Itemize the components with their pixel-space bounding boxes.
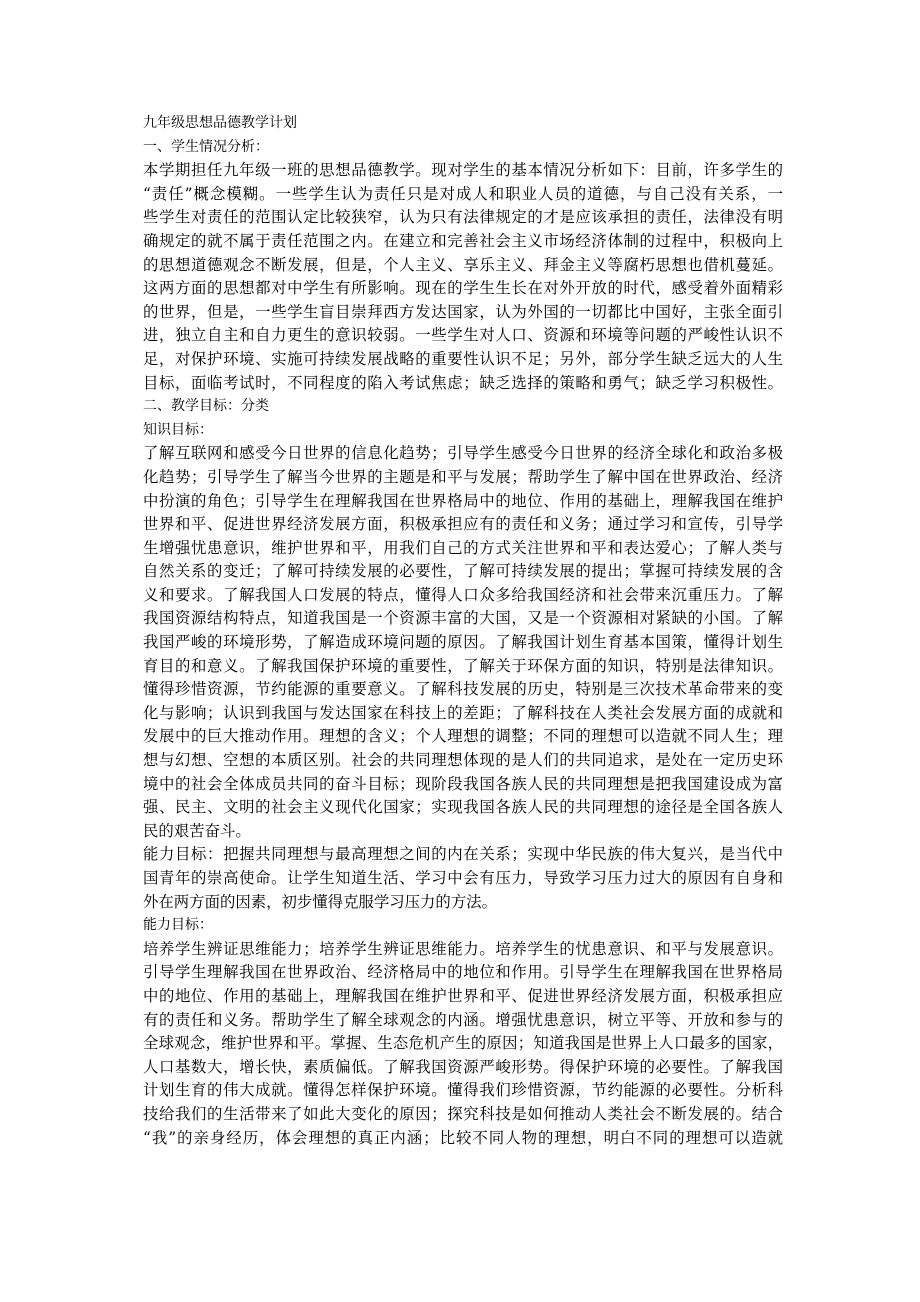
paragraph-line: 些学生对责任的范围认定比较狭窄，认为只有法律规定的才是应该承担的责任，法律没有明: [143, 208, 783, 227]
knowledge-goals-paragraph: [143, 442, 783, 843]
ability-goals-paragraph-2: [143, 938, 783, 1150]
paragraph-line: 国青年的崇高使命。让学生知道生活、学习中会有压力，导致学习压力过大的原因有自身和: [143, 869, 783, 887]
paragraph-line: 技给我们的生活带来了如此大变化的原因；探究科技是如何推动人类社会不断发展的。结合: [143, 1104, 783, 1123]
section-heading-student-analysis: 一、学生情况分析：: [143, 138, 269, 155]
paragraph-line: “责任”概念模糊。一些学生认为责任只是对成人和职业人员的道德，与自己没有关系，一: [143, 184, 783, 203]
paragraph-line: 强、民主、文明的社会主义现代化国家；实现我国各族人民的共同理想的途径是全国各族人: [143, 798, 783, 817]
paragraph-line: 的思想道德观念不断发展，但是，个人主义、享乐主义、拜金主义等腐朽思想也借机蔓延。: [143, 255, 783, 274]
paragraph-line: 育目的和意义。了解我国保护环境的重要性，了解关于环保方面的知识，特别是法律知识。: [143, 656, 783, 675]
student-analysis-paragraph: [143, 159, 783, 395]
subheading-knowledge-goals: 知识目标：: [143, 421, 213, 438]
paragraph-line: 引导学生理解我国在世界政治、经济格局中的地位和作用。引导学生在理解我国在世界格局: [143, 963, 783, 982]
paragraph-line: 人口基数大，增长快，素质偏低。了解我国资源严峻形势。得保护环境的必要性。了解我国: [143, 1057, 783, 1076]
paragraph-line: 的世界，但是，一些学生盲目崇拜西方发达国家，认为外国的一切都比中国好，主张全面引: [143, 302, 783, 321]
paragraph-line: 民的艰苦奋斗。: [143, 821, 251, 840]
paragraph-line: 境中的社会全体成员共同的奋斗目标；现阶段我国各族人民的共同理想是把我国建设成为富: [143, 774, 783, 793]
paragraph-line: 义和要求。了解我国人口发展的特点，懂得人口众多给我国经济和社会带来沉重压力。了解: [143, 585, 783, 604]
paragraph-line: 世界和平、促进世界经济发展方面，积极承担应有的责任和义务；通过学习和宣传，引导学: [143, 515, 783, 534]
paragraph-line: 确规定的就不属于责任范围之内。在建立和完善社会主义市场经济体制的过程中，积极向上: [143, 231, 783, 250]
paragraph-line: 我国资源结构特点，知道我国是一个资源丰富的大国，又是一个资源相对紧缺的小国。了解: [143, 609, 783, 628]
paragraph-line: 计划生育的伟大成就。懂得怎样保护环境。懂得我们珍惜资源，节约能源的必要性。分析科: [143, 1081, 783, 1100]
paragraph-line: 培养学生辨证思维能力；培养学生辨证思维能力。培养学生的忧患意识、和平与发展意识。: [143, 939, 783, 958]
paragraph-line: 自然关系的变迁；了解可持续发展的必要性，了解可持续发展的提出；掌握可持续发展的含: [143, 562, 783, 581]
paragraph-line: 能力目标：把握共同理想与最高理想之间的内在关系；实现中华民族的伟大复兴，是当代中: [143, 845, 783, 864]
paragraph-line: 生增强忧患意识，维护世界和平，用我们自己的方式关注世界和平和表达爱心；了解人类与: [143, 538, 783, 557]
paragraph-line: 本学期担任九年级一班的思想品德教学。现对学生的基本情况分析如下：目前，许多学生的: [143, 161, 783, 180]
paragraph-line: 这两方面的思想都对中学生有所影响。现在的学生生长在对外开放的时代，感受着外面精彩: [143, 279, 783, 298]
paragraph-line: 有的责任和义务。帮助学生了解全球观念的内涵。增强忧患意识，树立平等、开放和参与的: [143, 1010, 783, 1029]
paragraph-line: 足，对保护环境、实施可持续发展战略的重要性认识不足；另外，部分学生缺乏远大的人生: [143, 349, 783, 368]
document-title: 九年级思想品德教学计划: [143, 115, 297, 131]
paragraph-line: 了解互联网和感受今日世界的信息化趋势；引导学生感受今日世界的经济全球化和政治多极: [143, 444, 783, 463]
document-page: [143, 112, 783, 1150]
paragraph-line: 中的地位、作用的基础上，理解我国在维护世界和平、促进世界经济发展方面，积极承担应: [143, 986, 783, 1005]
paragraph-line: 外在两方面的因素，初步懂得克服学习压力的方法。: [143, 892, 497, 911]
paragraph-line: 我国严峻的环境形势，了解造成环境问题的原因。了解我国计划生育基本国策，懂得计划生: [143, 633, 783, 652]
paragraph-line: 懂得珍惜资源，节约能源的重要意义。了解科技发展的历史，特别是三次技术革命带来的变: [143, 680, 783, 699]
paragraph-line: 中扮演的角色；引导学生在理解我国在世界格局中的地位、作用的基础上，理解我国在维护: [143, 491, 783, 510]
ability-goals-paragraph-1: [143, 843, 783, 914]
paragraph-line: 化与影响；认识到我国与发达国家在科技上的差距；了解科技在人类社会发展方面的成就和: [143, 703, 783, 722]
section-heading-teaching-goals: 二、教学目标：分类: [143, 398, 269, 415]
paragraph-line: 发展中的巨大推动作用。理想的含义；个人理想的调整；不同的理想可以造就不同人生；理: [143, 727, 783, 746]
paragraph-line: 想与幻想、空想的本质区别。社会的共同理想体现的是人们的共同追求，是处在一定历史环: [143, 751, 783, 770]
subheading-ability-goals: 能力目标：: [143, 917, 213, 934]
paragraph-line: 化趋势；引导学生了解当今世界的主题是和平与发展；帮助学生了解中国在世界政治、经济: [143, 467, 783, 486]
paragraph-line: 目标，面临考试时，不同程度的陷入考试焦虑；缺乏选择的策略和勇气；缺乏学习积极性。: [143, 373, 783, 392]
paragraph-line: 全球观念，维护世界和平。掌握、生态危机产生的原因；知道我国是世界上人口最多的国家，: [143, 1034, 783, 1053]
paragraph-line: “我”的亲身经历，体会理想的真正内涵；比较不同人物的理想，明白不同的理想可以造就: [143, 1128, 783, 1147]
paragraph-line: 进，独立自主和自力更生的意识较弱。一些学生对人口、资源和环境等问题的严峻性认识不: [143, 326, 783, 345]
